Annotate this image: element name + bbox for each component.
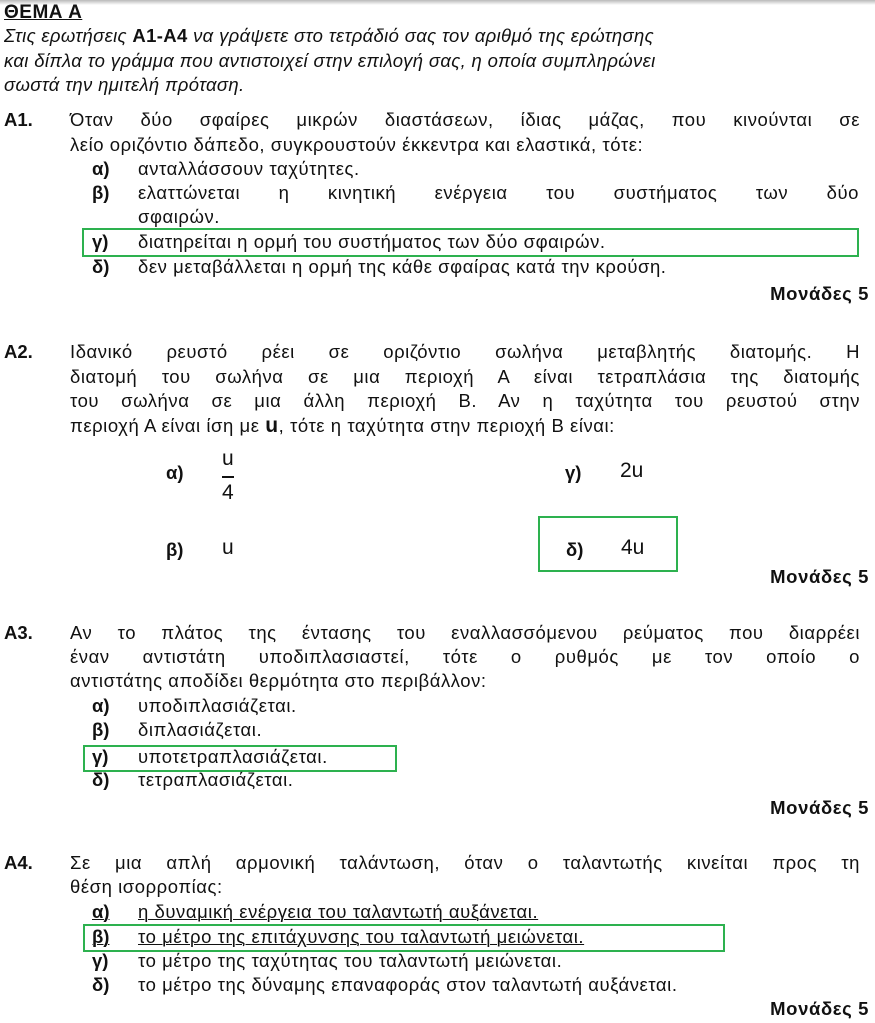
question-text: , τότε η ταχύτητα στην περιοχή Β είναι:	[278, 415, 615, 436]
section-title: ΘΕΜΑ Α	[4, 2, 83, 23]
velocity-symbol: u	[265, 414, 279, 437]
marks-label: Μονάδες 5	[770, 998, 869, 1019]
question-text-line: λείο οριζόντιο δάπεδο, συγκρουστούν έκκεντρα και ελαστικά, τότε:	[70, 134, 644, 155]
option-text: υποδιπλασιάζεται.	[138, 695, 297, 716]
option-text: 2u	[620, 459, 644, 482]
option-text: το μέτρο της επιτάχυνσης του ταλαντωτή μειώνεται.	[138, 926, 585, 947]
option-text: το μέτρο της δύναμης επαναφοράς στον ταλαντωτή αυξάνεται.	[138, 974, 678, 995]
option-letter: β)	[92, 182, 110, 203]
option-text: δεν μεταβάλλεται η ορμή της κάθε σφαίρας κατά την κρούση.	[138, 256, 667, 277]
option-text: τετραπλασιάζεται.	[138, 769, 294, 790]
option-letter: α)	[92, 158, 110, 179]
marks-label: Μονάδες 5	[770, 283, 869, 304]
question-text-line: Ιδανικό ρευστό ρέει σε οριζόντιο σωλήνα μεταβλητής διατομής. Η	[70, 341, 860, 362]
option-text: ανταλλάσσουν ταχύτητες.	[138, 158, 360, 179]
instructions-line-3: σωστά την ημιτελή πρόταση.	[4, 74, 245, 95]
fraction-numerator: u	[222, 447, 234, 470]
question-number: Α2.	[4, 341, 33, 362]
question-text-line: Αν το πλάτος της έντασης του εναλλασσόμενου ρεύματος που διαρρέει	[70, 622, 860, 643]
option-letter: γ)	[92, 950, 109, 971]
option-text: υποτετραπλασιάζεται.	[138, 746, 328, 767]
question-text-line: Όταν δύο σφαίρες μικρών διαστάσεων, ίδιας μάζας, που κινούνται σε	[70, 109, 860, 130]
option-letter: β)	[166, 539, 184, 560]
option-letter: α)	[92, 901, 110, 922]
option-text: 4u	[621, 536, 645, 559]
correct-answer-highlight	[538, 516, 678, 572]
question-text-line: θέση ισορροπίας:	[70, 876, 223, 897]
option-text: η δυναμική ενέργεια του ταλαντωτή αυξάνεται.	[138, 901, 539, 922]
fraction-bar	[222, 476, 234, 478]
option-text: διπλασιάζεται.	[138, 719, 263, 740]
option-text: ελαττώνεται η κινητική ενέργεια του συστήματος των δύο	[138, 182, 859, 203]
instructions-text: Στις ερωτήσεις	[4, 25, 133, 46]
question-text-line	[70, 414, 615, 438]
option-letter: γ)	[92, 231, 109, 252]
option-letter: β)	[92, 719, 110, 740]
question-number: Α3.	[4, 622, 33, 643]
option-letter: γ)	[92, 746, 109, 767]
question-text-line: αντιστάτης αποδίδει θερμότητα στο περιβάλλον:	[70, 670, 487, 691]
question-text: περιοχή Α είναι ίση με	[70, 415, 266, 436]
option-text: διατηρείται η ορμή του συστήματος των δύο σφαιρών.	[138, 231, 606, 252]
question-text-line: έναν αντιστάτη υποδιπλασιαστεί, τότε ο ρυθμός με τον οποίο ο	[70, 646, 860, 667]
fraction-denominator: 4	[222, 481, 234, 504]
option-letter: α)	[92, 695, 110, 716]
option-text: u	[222, 536, 234, 559]
instructions-line-1	[4, 25, 654, 47]
top-shadow	[0, 0, 875, 5]
instructions-bold-range: Α1-Α4	[132, 25, 188, 46]
option-letter: γ)	[565, 462, 582, 483]
marks-label: Μονάδες 5	[770, 566, 869, 587]
option-text: το μέτρο της ταχύτητας του ταλαντωτή μειώνεται.	[138, 950, 563, 971]
option-letter: δ)	[92, 974, 110, 995]
option-letter: δ)	[92, 769, 110, 790]
instructions-text: να γράψετε στο τετράδιό σας τον αριθμό της ερώτησης	[187, 25, 654, 46]
question-text-line: διατομή του σωλήνα σε μια περιοχή Α είναι τετραπλάσια της διατομής	[70, 366, 860, 387]
instructions-line-2: και δίπλα το γράμμα που αντιστοιχεί στην επιλογή σας, η οποία συμπληρώνει	[4, 50, 656, 71]
marks-label: Μονάδες 5	[770, 797, 869, 818]
question-text-line: Σε μια απλή αρμονική ταλάντωση, όταν ο ταλαντωτής κινείται προς τη	[70, 852, 860, 873]
option-letter: δ)	[92, 256, 110, 277]
option-text-continued: σφαιρών.	[138, 206, 220, 227]
question-number: Α1.	[4, 109, 33, 130]
option-letter: β)	[92, 926, 110, 947]
question-text-line: του σωλήνα σε μια άλλη περιοχή Β. Αν η ταχύτητα του ρευστού στην	[70, 390, 860, 411]
option-letter: δ)	[566, 539, 584, 560]
question-number: Α4.	[4, 852, 33, 873]
option-letter: α)	[166, 462, 184, 483]
